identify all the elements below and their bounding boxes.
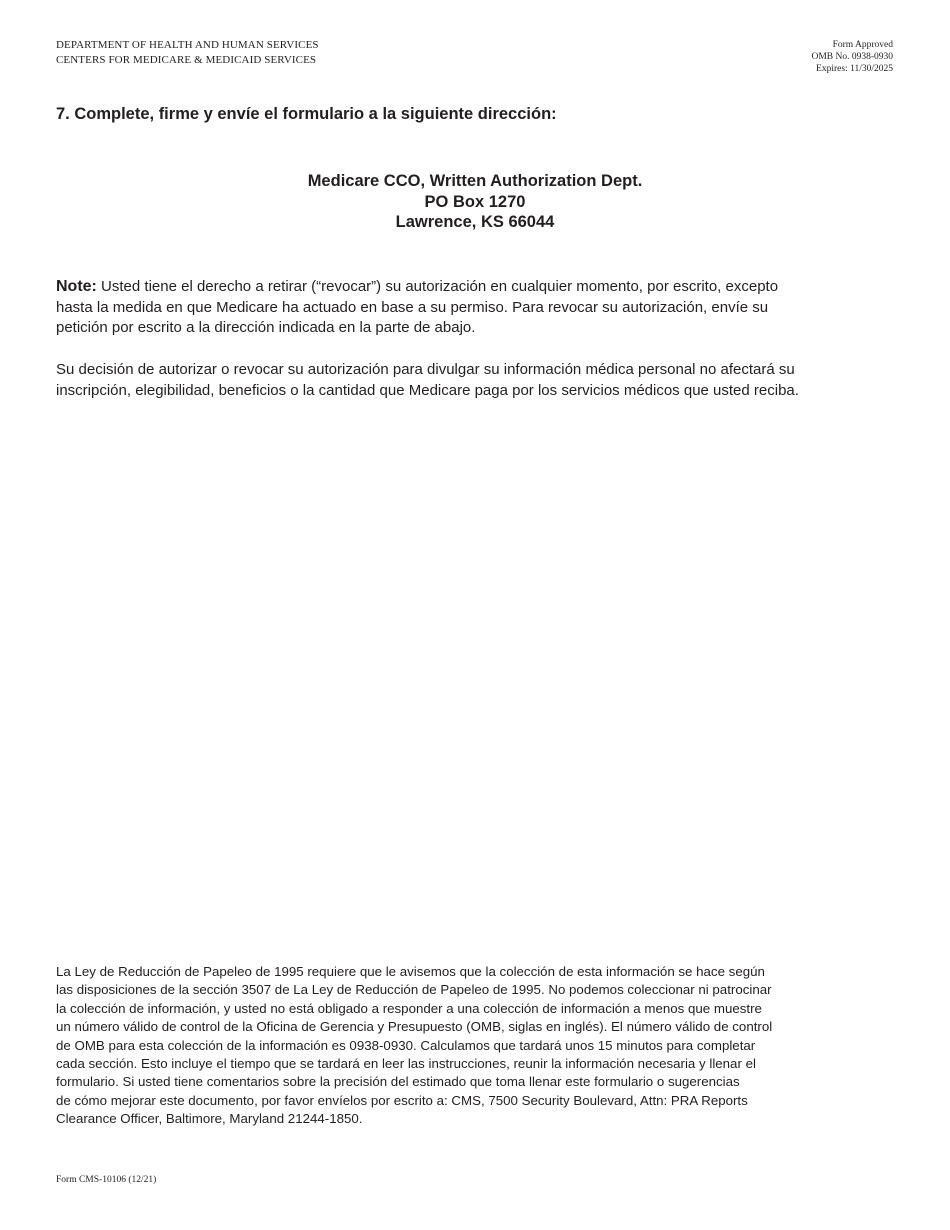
address-line-department: Medicare CCO, Written Authorization Dept. bbox=[307, 172, 643, 190]
form-number: Form CMS-10106 (12/21) bbox=[56, 1175, 157, 1185]
form-approved-label: Form Approved bbox=[832, 40, 893, 50]
pra-line: la colección de información, y usted no está obligado a responder a una colección de información a menos que muestre bbox=[56, 1000, 762, 1016]
agency-subname: CENTERS FOR MEDICARE & MEDICAID SERVICES bbox=[56, 54, 317, 66]
omb-number: OMB No. 0938-0930 bbox=[811, 52, 893, 62]
mailing-address bbox=[0, 171, 950, 233]
note-line: hasta la medida en que Medicare ha actuado en base a su permiso. Para revocar su autorización, envíe su bbox=[56, 298, 769, 316]
pra-line: un número válido de control de la Oficina de Gerencia y Presupuesto (OMB, siglas en inglés). El número válido de control bbox=[56, 1019, 773, 1035]
paperwork-reduction-notice bbox=[56, 963, 896, 1129]
pra-line: La Ley de Reducción de Papeleo de 1995 requiere que le avisemos que la colección de esta información se hace según bbox=[56, 964, 765, 979]
pra-line: las disposiciones de la sección 3507 de La Ley de Reducción de Papeleo de 1995. No podemos coleccionar ni patrocinar bbox=[56, 982, 772, 998]
agency-name: DEPARTMENT OF HEALTH AND HUMAN SERVICES bbox=[56, 39, 319, 51]
agency-header bbox=[56, 38, 319, 68]
note-line-text: Usted tiene el derecho a retirar (“revocar”) su autorización en cualquier momento, por escrito, excepto bbox=[96, 278, 779, 295]
decision-line: Su decisión de autorizar o revocar su autorización para divulgar su información médica personal no afectará su bbox=[56, 361, 795, 378]
omb-approval-block bbox=[811, 39, 893, 75]
address-line-city-state: Lawrence, KS 66044 bbox=[395, 213, 555, 231]
pra-line: cada sección. Esto incluye el tiempo que se tardará en leer las instrucciones, reunir la información necesaria y llenar el bbox=[56, 1056, 756, 1072]
pra-line: de OMB para esta colección de la información es 0938-0930. Calculamos que tardará unos 15 minutos para completar bbox=[56, 1037, 756, 1053]
pra-line: formulario. Si usted tiene comentarios sobre la precisión del estimado que toma llenar este formulario o sugerencias bbox=[56, 1074, 740, 1090]
address-line-po-box: PO Box 1270 bbox=[424, 192, 526, 211]
section-heading: 7. Complete, firme y envíe el formulario a la siguiente dirección: bbox=[56, 105, 557, 123]
pra-line: Clearance Officer, Baltimore, Maryland 21244-1850. bbox=[56, 1111, 363, 1127]
expiration-date: Expires: 11/30/2025 bbox=[816, 64, 893, 74]
pra-line: de cómo mejorar este documento, por favor envíelos por escrito a: CMS, 7500 Security Boulevard, Attn: PRA Reports bbox=[56, 1092, 748, 1108]
revocation-note bbox=[56, 277, 896, 339]
note-line: petición por escrito a la dirección indicada en la parte de abajo. bbox=[56, 319, 476, 336]
note-line bbox=[56, 277, 896, 298]
decision-line: inscripción, elegibilidad, beneficios o la cantidad que Medicare paga por los servicios médicos que usted reciba. bbox=[56, 382, 799, 399]
decision-paragraph bbox=[56, 359, 896, 401]
note-label: Note: bbox=[56, 278, 97, 295]
